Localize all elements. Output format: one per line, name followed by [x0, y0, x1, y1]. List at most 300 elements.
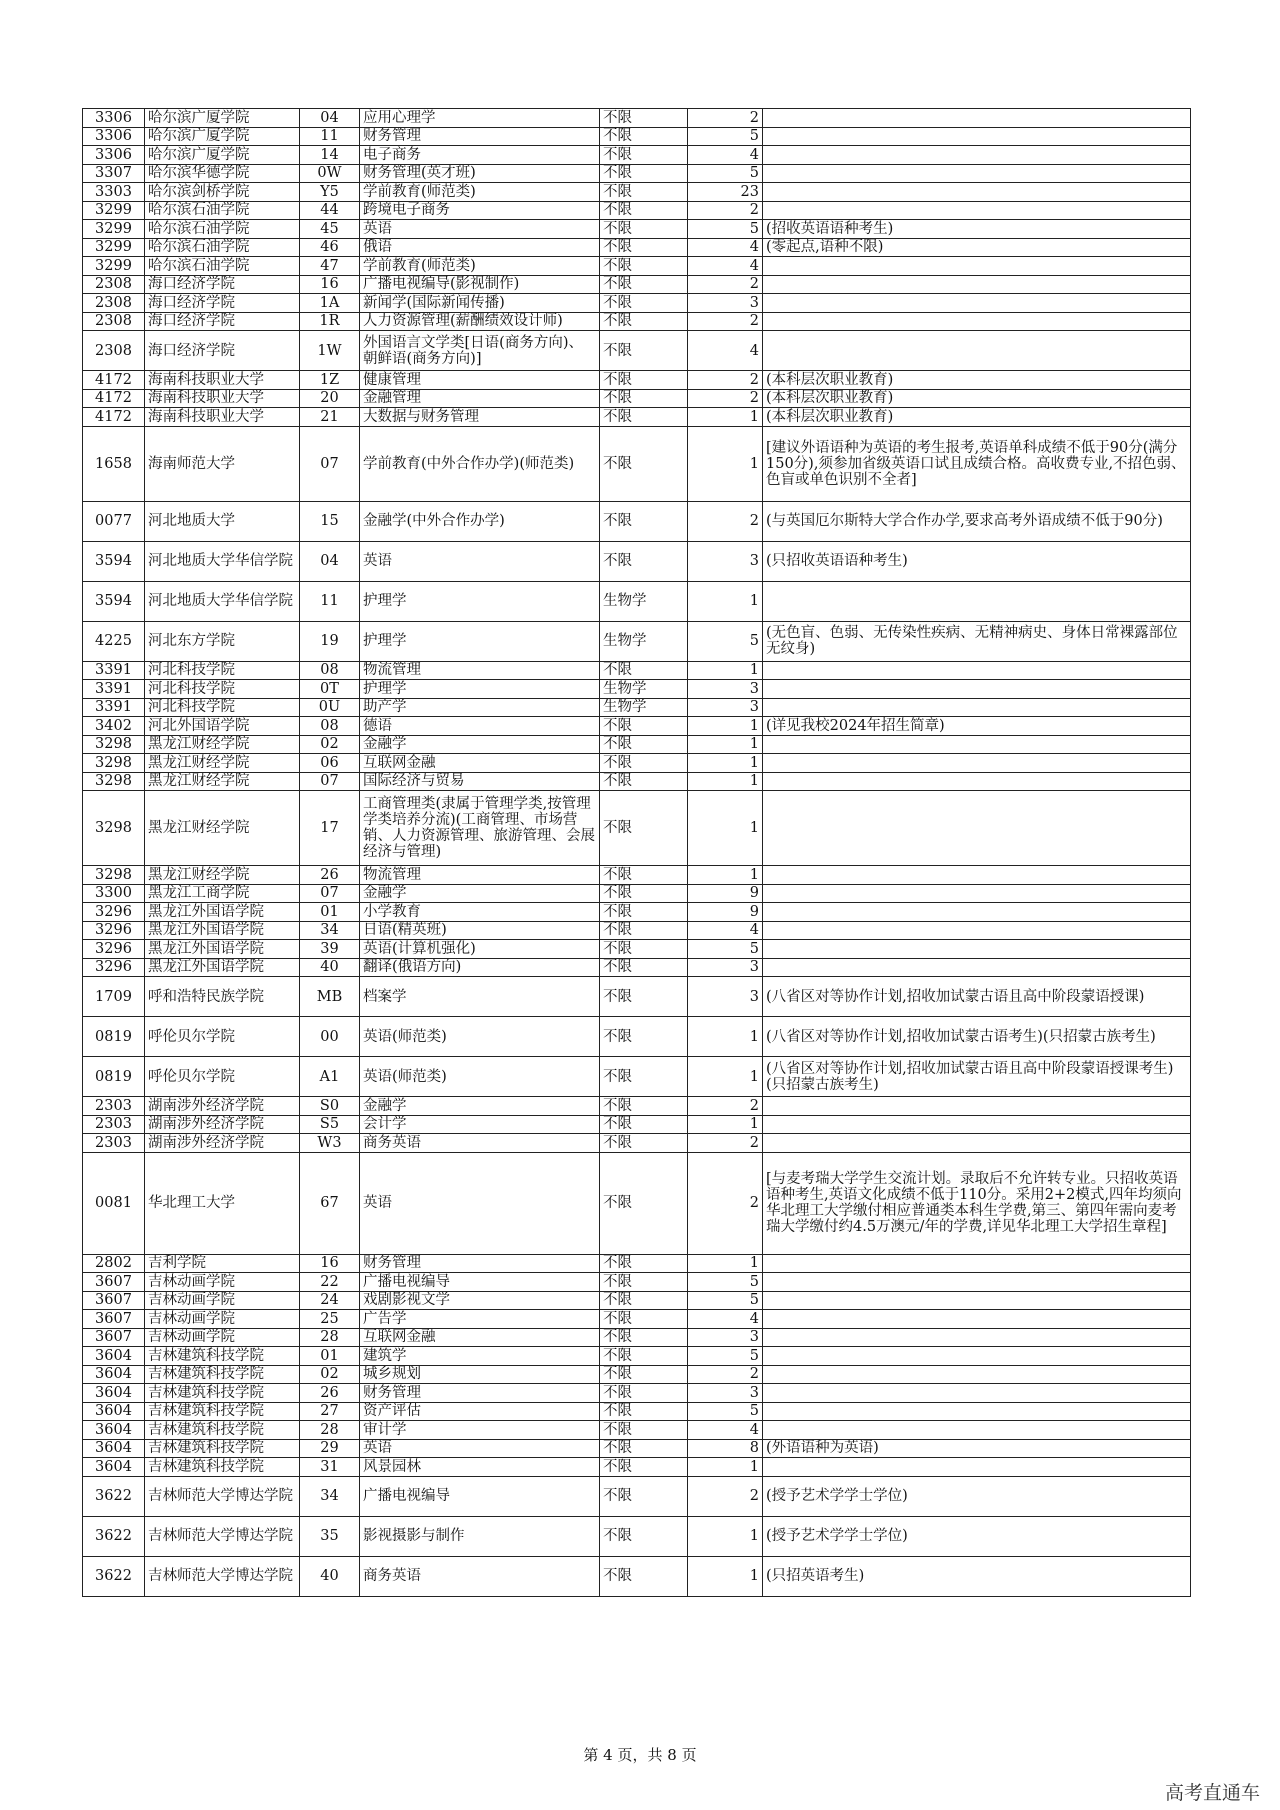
subject-requirement-cell: 不限 [600, 426, 688, 501]
major-code-cell: 27 [300, 1402, 360, 1421]
major-code-cell: MB [300, 977, 360, 1017]
note-cell [763, 183, 1191, 202]
note-cell [763, 1458, 1191, 1477]
school-name-cell: 呼伦贝尔学院 [145, 1057, 300, 1097]
table-row [83, 621, 1191, 661]
school-code-cell: 3306 [83, 146, 145, 165]
school-name-cell: 黑龙江财经学院 [145, 791, 300, 866]
table-row [83, 1458, 1191, 1477]
major-name-cell: 商务英语 [360, 1134, 600, 1153]
plan-count-cell: 1 [688, 754, 763, 773]
table-row [83, 661, 1191, 680]
school-name-cell: 河北科技学院 [145, 698, 300, 717]
school-code-cell: 1709 [83, 977, 145, 1017]
subject-requirement-cell: 不限 [600, 958, 688, 977]
school-code-cell: 3607 [83, 1291, 145, 1310]
major-name-cell: 广播电视编导 [360, 1273, 600, 1292]
note-cell [763, 903, 1191, 922]
subject-requirement-cell: 不限 [600, 1057, 688, 1097]
plan-count-cell: 2 [688, 1476, 763, 1516]
plan-count-cell: 9 [688, 884, 763, 903]
major-code-cell: 02 [300, 735, 360, 754]
subject-requirement-cell: 不限 [600, 541, 688, 581]
school-code-cell: 0077 [83, 501, 145, 541]
school-name-cell: 哈尔滨广厦学院 [145, 127, 300, 146]
school-name-cell: 黑龙江财经学院 [145, 866, 300, 885]
major-code-cell: 40 [300, 1556, 360, 1596]
major-name-cell: 戏剧影视文学 [360, 1291, 600, 1310]
note-cell: (详见我校2024年招生简章) [763, 717, 1191, 736]
plan-count-cell: 2 [688, 1365, 763, 1384]
major-name-cell: 建筑学 [360, 1347, 600, 1366]
plan-count-cell: 1 [688, 1115, 763, 1134]
school-code-cell: 3298 [83, 772, 145, 791]
note-cell: (外语语种为英语) [763, 1439, 1191, 1458]
school-name-cell: 河北地质大学华信学院 [145, 581, 300, 621]
table-row [83, 903, 1191, 922]
major-name-cell: 俄语 [360, 238, 600, 257]
school-name-cell: 吉林动画学院 [145, 1328, 300, 1347]
school-name-cell: 海口经济学院 [145, 312, 300, 331]
school-code-cell: 3296 [83, 903, 145, 922]
table-row [83, 371, 1191, 390]
note-cell [763, 294, 1191, 313]
major-code-cell: S0 [300, 1097, 360, 1116]
school-code-cell: 2308 [83, 331, 145, 371]
major-name-cell: 英语(师范类) [360, 1057, 600, 1097]
note-cell: (本科层次职业教育) [763, 408, 1191, 427]
school-name-cell: 吉林建筑科技学院 [145, 1439, 300, 1458]
school-code-cell: 3622 [83, 1556, 145, 1596]
major-code-cell: 0W [300, 164, 360, 183]
major-name-cell: 资产评估 [360, 1402, 600, 1421]
subject-requirement-cell: 不限 [600, 661, 688, 680]
major-name-cell: 金融管理 [360, 389, 600, 408]
school-name-cell: 吉林建筑科技学院 [145, 1458, 300, 1477]
table-row [83, 1556, 1191, 1596]
major-name-cell: 互联网金融 [360, 1328, 600, 1347]
table-row [83, 772, 1191, 791]
school-name-cell: 河北地质大学 [145, 501, 300, 541]
plan-count-cell: 1 [688, 1516, 763, 1556]
table-row [83, 257, 1191, 276]
subject-requirement-cell: 不限 [600, 1476, 688, 1516]
school-code-cell: 3296 [83, 958, 145, 977]
note-cell: (招收英语语种考生) [763, 220, 1191, 239]
note-cell [763, 1347, 1191, 1366]
school-name-cell: 河北科技学院 [145, 680, 300, 699]
table-row [83, 183, 1191, 202]
plan-count-cell: 2 [688, 275, 763, 294]
note-cell [763, 146, 1191, 165]
plan-count-cell: 4 [688, 331, 763, 371]
plan-count-cell: 3 [688, 541, 763, 581]
subject-requirement-cell: 不限 [600, 717, 688, 736]
school-code-cell: 1658 [83, 426, 145, 501]
school-name-cell: 吉林动画学院 [145, 1291, 300, 1310]
major-name-cell: 广告学 [360, 1310, 600, 1329]
major-name-cell: 大数据与财务管理 [360, 408, 600, 427]
subject-requirement-cell: 生物学 [600, 698, 688, 717]
school-code-cell: 3298 [83, 754, 145, 773]
school-code-cell: 2802 [83, 1254, 145, 1273]
major-code-cell: 02 [300, 1365, 360, 1384]
plan-count-cell: 3 [688, 1328, 763, 1347]
school-code-cell: 3607 [83, 1273, 145, 1292]
major-code-cell: 1W [300, 331, 360, 371]
school-code-cell: 2303 [83, 1097, 145, 1116]
major-name-cell: 金融学(中外合作办学) [360, 501, 600, 541]
subject-requirement-cell: 不限 [600, 1516, 688, 1556]
school-name-cell: 吉林师范大学博达学院 [145, 1556, 300, 1596]
school-name-cell: 哈尔滨广厦学院 [145, 109, 300, 128]
note-cell: (零起点,语种不限) [763, 238, 1191, 257]
school-code-cell: 2308 [83, 275, 145, 294]
plan-count-cell: 2 [688, 1134, 763, 1153]
school-code-cell: 3604 [83, 1439, 145, 1458]
major-code-cell: 22 [300, 1273, 360, 1292]
note-cell [763, 1254, 1191, 1273]
school-name-cell: 哈尔滨石油学院 [145, 201, 300, 220]
plan-count-cell: 3 [688, 698, 763, 717]
note-cell [763, 791, 1191, 866]
plan-count-cell: 1 [688, 661, 763, 680]
subject-requirement-cell: 不限 [600, 1458, 688, 1477]
table-row [83, 977, 1191, 1017]
plan-count-cell: 5 [688, 621, 763, 661]
plan-count-cell: 8 [688, 1439, 763, 1458]
note-cell [763, 735, 1191, 754]
school-code-cell: 3296 [83, 940, 145, 959]
plan-count-cell: 2 [688, 109, 763, 128]
subject-requirement-cell: 不限 [600, 1421, 688, 1440]
plan-count-cell: 2 [688, 389, 763, 408]
major-name-cell: 物流管理 [360, 661, 600, 680]
major-name-cell: 护理学 [360, 581, 600, 621]
school-name-cell: 海南师范大学 [145, 426, 300, 501]
subject-requirement-cell: 生物学 [600, 581, 688, 621]
major-name-cell: 德语 [360, 717, 600, 736]
table-row [83, 275, 1191, 294]
major-code-cell: 07 [300, 772, 360, 791]
major-code-cell: 07 [300, 884, 360, 903]
major-name-cell: 人力资源管理(薪酬绩效设计师) [360, 312, 600, 331]
plan-count-cell: 1 [688, 866, 763, 885]
major-code-cell: A1 [300, 1057, 360, 1097]
plan-count-cell: 23 [688, 183, 763, 202]
note-cell [763, 958, 1191, 977]
subject-requirement-cell: 不限 [600, 1310, 688, 1329]
major-code-cell: Y5 [300, 183, 360, 202]
plan-count-cell: 1 [688, 1556, 763, 1596]
note-cell [763, 581, 1191, 621]
major-code-cell: 35 [300, 1516, 360, 1556]
school-code-cell: 0819 [83, 1017, 145, 1057]
school-name-cell: 哈尔滨广厦学院 [145, 146, 300, 165]
table-row [83, 1291, 1191, 1310]
note-cell: (无色盲、色弱、无传染性疾病、无精神病史、身体日常裸露部位无纹身) [763, 621, 1191, 661]
table-row [83, 1310, 1191, 1329]
plan-count-cell: 4 [688, 146, 763, 165]
plan-count-cell: 3 [688, 680, 763, 699]
subject-requirement-cell: 不限 [600, 921, 688, 940]
subject-requirement-cell: 生物学 [600, 621, 688, 661]
table-row [83, 791, 1191, 866]
note-cell: (只招收英语语种考生) [763, 541, 1191, 581]
school-code-cell: 3622 [83, 1516, 145, 1556]
major-name-cell: 英语 [360, 220, 600, 239]
major-name-cell: 商务英语 [360, 1556, 600, 1596]
table-row [83, 866, 1191, 885]
table-row [83, 164, 1191, 183]
school-code-cell: 3391 [83, 698, 145, 717]
major-name-cell: 英语(师范类) [360, 1017, 600, 1057]
table-row [83, 1273, 1191, 1292]
school-name-cell: 吉林师范大学博达学院 [145, 1516, 300, 1556]
table-row [83, 940, 1191, 959]
table-row [83, 1421, 1191, 1440]
major-code-cell: 26 [300, 866, 360, 885]
school-name-cell: 黑龙江外国语学院 [145, 921, 300, 940]
subject-requirement-cell: 不限 [600, 1273, 688, 1292]
school-code-cell: 3299 [83, 257, 145, 276]
major-name-cell: 健康管理 [360, 371, 600, 390]
subject-requirement-cell: 不限 [600, 1384, 688, 1403]
plan-count-cell: 1 [688, 581, 763, 621]
school-name-cell: 吉林师范大学博达学院 [145, 1476, 300, 1516]
school-name-cell: 吉林建筑科技学院 [145, 1384, 300, 1403]
note-cell: (八省区对等协作计划,招收加试蒙古语考生)(只招蒙古族考生) [763, 1017, 1191, 1057]
school-name-cell: 哈尔滨华德学院 [145, 164, 300, 183]
note-cell [763, 257, 1191, 276]
school-code-cell: 0819 [83, 1057, 145, 1097]
school-name-cell: 哈尔滨石油学院 [145, 220, 300, 239]
major-code-cell: 20 [300, 389, 360, 408]
school-code-cell: 3298 [83, 791, 145, 866]
note-cell [763, 331, 1191, 371]
major-name-cell: 档案学 [360, 977, 600, 1017]
note-cell: (只招英语考生) [763, 1556, 1191, 1596]
major-name-cell: 学前教育(师范类) [360, 257, 600, 276]
school-code-cell: 3299 [83, 201, 145, 220]
plan-count-cell: 2 [688, 312, 763, 331]
major-code-cell: 24 [300, 1291, 360, 1310]
major-name-cell: 财务管理(英才班) [360, 164, 600, 183]
school-code-cell: 3604 [83, 1365, 145, 1384]
admission-plan-table [82, 108, 1191, 1597]
subject-requirement-cell: 不限 [600, 1439, 688, 1458]
major-name-cell: 物流管理 [360, 866, 600, 885]
school-name-cell: 哈尔滨石油学院 [145, 257, 300, 276]
school-code-cell: 4225 [83, 621, 145, 661]
major-name-cell: 财务管理 [360, 1254, 600, 1273]
table-row [83, 1097, 1191, 1116]
page-number: 第 4 页，共 8 页 [583, 1746, 697, 1764]
table-row [83, 331, 1191, 371]
major-code-cell: 16 [300, 275, 360, 294]
plan-count-cell: 5 [688, 220, 763, 239]
table-row [83, 680, 1191, 699]
school-name-cell: 吉林建筑科技学院 [145, 1402, 300, 1421]
major-name-cell: 电子商务 [360, 146, 600, 165]
major-code-cell: 26 [300, 1384, 360, 1403]
table-row [83, 698, 1191, 717]
major-code-cell: 34 [300, 1476, 360, 1516]
subject-requirement-cell: 不限 [600, 772, 688, 791]
plan-count-cell: 1 [688, 1458, 763, 1477]
school-code-cell: 3604 [83, 1402, 145, 1421]
school-code-cell: 3299 [83, 220, 145, 239]
major-code-cell: 04 [300, 541, 360, 581]
school-code-cell: 2308 [83, 294, 145, 313]
major-code-cell: 31 [300, 1458, 360, 1477]
subject-requirement-cell: 不限 [600, 1365, 688, 1384]
table-row [83, 1057, 1191, 1097]
school-name-cell: 吉林动画学院 [145, 1310, 300, 1329]
major-name-cell: 影视摄影与制作 [360, 1516, 600, 1556]
subject-requirement-cell: 不限 [600, 1097, 688, 1116]
school-name-cell: 吉林动画学院 [145, 1273, 300, 1292]
table-row [83, 958, 1191, 977]
plan-count-cell: 1 [688, 408, 763, 427]
note-cell [763, 1402, 1191, 1421]
major-name-cell: 英语(计算机强化) [360, 940, 600, 959]
note-cell: (八省区对等协作计划,招收加试蒙古语且高中阶段蒙语授课) [763, 977, 1191, 1017]
note-cell [763, 884, 1191, 903]
major-name-cell: 新闻学(国际新闻传播) [360, 294, 600, 313]
major-name-cell: 风景园林 [360, 1458, 600, 1477]
plan-count-cell: 1 [688, 1057, 763, 1097]
table-row [83, 541, 1191, 581]
plan-count-cell: 1 [688, 791, 763, 866]
note-cell: (授予艺术学学士学位) [763, 1476, 1191, 1516]
table-row [83, 1328, 1191, 1347]
note-cell [763, 1115, 1191, 1134]
school-name-cell: 海口经济学院 [145, 275, 300, 294]
note-cell [763, 109, 1191, 128]
subject-requirement-cell: 不限 [600, 884, 688, 903]
subject-requirement-cell: 不限 [600, 1328, 688, 1347]
table-row [83, 408, 1191, 427]
table-row [83, 1384, 1191, 1403]
table-row [83, 1254, 1191, 1273]
subject-requirement-cell: 不限 [600, 1152, 688, 1254]
school-name-cell: 黑龙江财经学院 [145, 754, 300, 773]
school-name-cell: 海口经济学院 [145, 294, 300, 313]
table-row [83, 146, 1191, 165]
table-row [83, 1476, 1191, 1516]
subject-requirement-cell: 不限 [600, 164, 688, 183]
major-code-cell: 07 [300, 426, 360, 501]
school-name-cell: 河北科技学院 [145, 661, 300, 680]
note-cell: (本科层次职业教育) [763, 389, 1191, 408]
table-row [83, 312, 1191, 331]
major-code-cell: 28 [300, 1421, 360, 1440]
major-code-cell: 21 [300, 408, 360, 427]
subject-requirement-cell: 生物学 [600, 680, 688, 699]
school-name-cell: 河北地质大学华信学院 [145, 541, 300, 581]
subject-requirement-cell: 不限 [600, 754, 688, 773]
school-name-cell: 黑龙江外国语学院 [145, 958, 300, 977]
subject-requirement-cell: 不限 [600, 1402, 688, 1421]
subject-requirement-cell: 不限 [600, 903, 688, 922]
plan-count-cell: 3 [688, 977, 763, 1017]
major-code-cell: 01 [300, 903, 360, 922]
subject-requirement-cell: 不限 [600, 371, 688, 390]
major-name-cell: 日语(精英班) [360, 921, 600, 940]
major-name-cell: 广播电视编导(影视制作) [360, 275, 600, 294]
school-name-cell: 海南科技职业大学 [145, 389, 300, 408]
major-name-cell: 国际经济与贸易 [360, 772, 600, 791]
school-code-cell: 3306 [83, 109, 145, 128]
plan-count-cell: 1 [688, 772, 763, 791]
school-code-cell: 3604 [83, 1384, 145, 1403]
school-code-cell: 4172 [83, 371, 145, 390]
school-code-cell: 2303 [83, 1134, 145, 1153]
major-code-cell: 34 [300, 921, 360, 940]
major-code-cell: 15 [300, 501, 360, 541]
subject-requirement-cell: 不限 [600, 238, 688, 257]
note-cell [763, 127, 1191, 146]
major-name-cell: 工商管理类(隶属于管理学类,按管理学类培养分流)(工商管理、市场营销、人力资源管理、旅游管理、会展经济与管理) [360, 791, 600, 866]
note-cell: (本科层次职业教育) [763, 371, 1191, 390]
school-name-cell: 呼和浩特民族学院 [145, 977, 300, 1017]
plan-count-cell: 5 [688, 164, 763, 183]
plan-count-cell: 9 [688, 903, 763, 922]
table-row [83, 201, 1191, 220]
school-code-cell: 3594 [83, 541, 145, 581]
school-name-cell: 湖南涉外经济学院 [145, 1115, 300, 1134]
major-code-cell: 44 [300, 201, 360, 220]
school-name-cell: 黑龙江外国语学院 [145, 903, 300, 922]
subject-requirement-cell: 不限 [600, 275, 688, 294]
major-name-cell: 学前教育(师范类) [360, 183, 600, 202]
note-cell [763, 940, 1191, 959]
school-name-cell: 河北外国语学院 [145, 717, 300, 736]
table-row [83, 1439, 1191, 1458]
school-code-cell: 3391 [83, 680, 145, 699]
subject-requirement-cell: 不限 [600, 127, 688, 146]
major-code-cell: 47 [300, 257, 360, 276]
table-row [83, 1347, 1191, 1366]
major-code-cell: 04 [300, 109, 360, 128]
note-cell [763, 866, 1191, 885]
school-name-cell: 吉利学院 [145, 1254, 300, 1273]
major-code-cell: 0T [300, 680, 360, 699]
school-code-cell: 2308 [83, 312, 145, 331]
school-code-cell: 3306 [83, 127, 145, 146]
table-body [83, 109, 1191, 1597]
plan-count-cell: 1 [688, 426, 763, 501]
table-row [83, 921, 1191, 940]
major-name-cell: 审计学 [360, 1421, 600, 1440]
major-code-cell: 00 [300, 1017, 360, 1057]
plan-count-cell: 2 [688, 1097, 763, 1116]
table-row [83, 581, 1191, 621]
subject-requirement-cell: 不限 [600, 294, 688, 313]
major-name-cell: 广播电视编导 [360, 1476, 600, 1516]
school-name-cell: 黑龙江外国语学院 [145, 940, 300, 959]
note-cell: (与英国厄尔斯特大学合作办学,要求高考外语成绩不低于90分) [763, 501, 1191, 541]
major-code-cell: 14 [300, 146, 360, 165]
plan-count-cell: 4 [688, 257, 763, 276]
subject-requirement-cell: 不限 [600, 1115, 688, 1134]
school-code-cell: 4172 [83, 408, 145, 427]
note-cell [763, 1134, 1191, 1153]
major-code-cell: 25 [300, 1310, 360, 1329]
plan-count-cell: 5 [688, 1291, 763, 1310]
table-row [83, 1516, 1191, 1556]
